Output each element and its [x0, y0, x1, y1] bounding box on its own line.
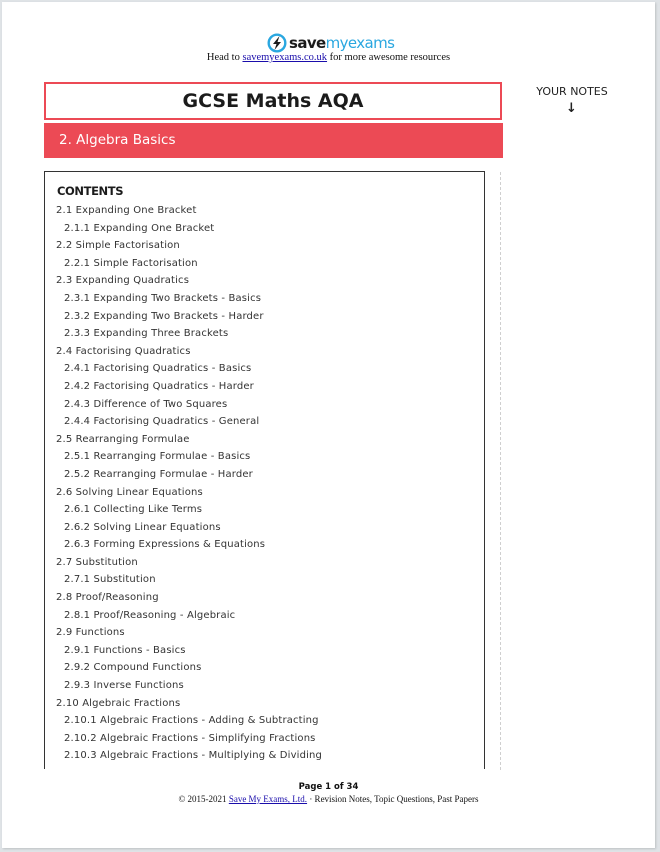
arrow-down-icon: ↓	[566, 101, 577, 116]
section-heading: 2. Algebra Basics	[44, 123, 503, 158]
footer-copyright	[2, 794, 655, 804]
contents-subitem[interactable]: 2.3.1 Expanding Two Brackets - Basics	[64, 292, 262, 304]
notes-column-divider	[500, 172, 501, 770]
contents-subitem[interactable]: 2.3.2 Expanding Two Brackets - Harder	[64, 310, 264, 322]
document-title: GCSE Maths AQA	[44, 82, 502, 120]
contents-subitem[interactable]: 2.9.1 Functions - Basics	[64, 644, 186, 656]
contents-box	[44, 171, 485, 769]
contents-subitem[interactable]: 2.5.2 Rearranging Formulae - Harder	[64, 468, 253, 480]
contents-item[interactable]: 2.10 Algebraic Fractions	[56, 697, 181, 709]
contents-subitem[interactable]: 2.3.3 Expanding Three Brackets	[64, 328, 229, 340]
contents-subitem[interactable]: 2.7.1 Substitution	[64, 574, 156, 586]
save-my-exams-logo[interactable]	[267, 32, 394, 54]
contents-item[interactable]: 2.1 Expanding One Bracket	[56, 205, 197, 216]
contents-subitem[interactable]: 2.6.2 Solving Linear Equations	[64, 521, 221, 533]
contents-subitem[interactable]: 2.2.1 Simple Factorisation	[64, 257, 198, 269]
lightning-bolt-icon	[267, 33, 287, 53]
contents-heading: CONTENTS	[57, 184, 124, 198]
header-tagline	[2, 52, 655, 63]
your-notes-label: YOUR NOTES	[536, 85, 608, 98]
logo-text-save: save	[289, 34, 326, 52]
tagline-prefix: Head to	[206, 52, 240, 63]
contents-subitem[interactable]: 2.4.2 Factorising Quadratics - Harder	[64, 380, 254, 392]
document-page	[2, 2, 655, 848]
logo-text-myexams: myexams	[325, 34, 395, 52]
contents-subitem[interactable]: 2.4.4 Factorising Quadratics - General	[64, 416, 260, 428]
contents-item[interactable]: 2.6 Solving Linear Equations	[56, 486, 203, 498]
tagline-suffix: for more awesome resources	[329, 52, 451, 63]
contents-subitem[interactable]: 2.10.1 Algebraic Fractions - Adding & Subtracting	[64, 715, 319, 727]
contents-subitem[interactable]: 2.9.2 Compound Functions	[64, 662, 202, 674]
contents-item[interactable]: 2.9 Functions	[56, 627, 125, 639]
contents-item[interactable]: 2.2 Simple Factorisation	[56, 240, 180, 252]
copyright-years: © 2015-2021	[178, 794, 227, 804]
contents-subitem[interactable]: 2.10.3 Algebraic Fractions - Multiplying & Dividing	[64, 750, 322, 762]
contents-subitem[interactable]: 2.4.1 Factorising Quadratics - Basics	[64, 363, 252, 375]
contents-item[interactable]: 2.4 Factorising Quadratics	[56, 345, 191, 357]
contents-item[interactable]: 2.8 Proof/Reasoning	[56, 592, 159, 604]
contents-subitem[interactable]: 2.8.1 Proof/Reasoning - Algebraic	[64, 609, 236, 621]
savemyexams-link[interactable]: savemyexams.co.uk	[242, 52, 328, 63]
contents-list	[56, 202, 322, 765]
page-number: Page 1 of 34	[298, 782, 359, 792]
contents-subitem[interactable]: 2.9.3 Inverse Functions	[64, 680, 184, 692]
contents-item[interactable]: 2.3 Expanding Quadratics	[56, 275, 190, 287]
save-my-exams-link[interactable]: Save My Exams, Ltd.	[228, 794, 308, 804]
contents-subitem[interactable]: 2.10.2 Algebraic Fractions - Simplifying Fractions	[64, 732, 316, 744]
contents-item[interactable]: 2.5 Rearranging Formulae	[56, 433, 190, 445]
copyright-suffix: · Revision Notes, Topic Questions, Past Papers	[309, 794, 479, 804]
contents-item[interactable]: 2.7 Substitution	[56, 556, 138, 568]
contents-subitem[interactable]: 2.6.3 Forming Expressions & Equations	[64, 539, 266, 551]
contents-subitem[interactable]: 2.4.3 Difference of Two Squares	[64, 398, 228, 410]
logo-wordmark	[289, 33, 394, 53]
contents-subitem[interactable]: 2.6.1 Collecting Like Terms	[64, 504, 203, 516]
contents-subitem[interactable]: 2.5.1 Rearranging Formulae - Basics	[64, 451, 251, 463]
contents-subitem[interactable]: 2.1.1 Expanding One Bracket	[64, 222, 215, 234]
